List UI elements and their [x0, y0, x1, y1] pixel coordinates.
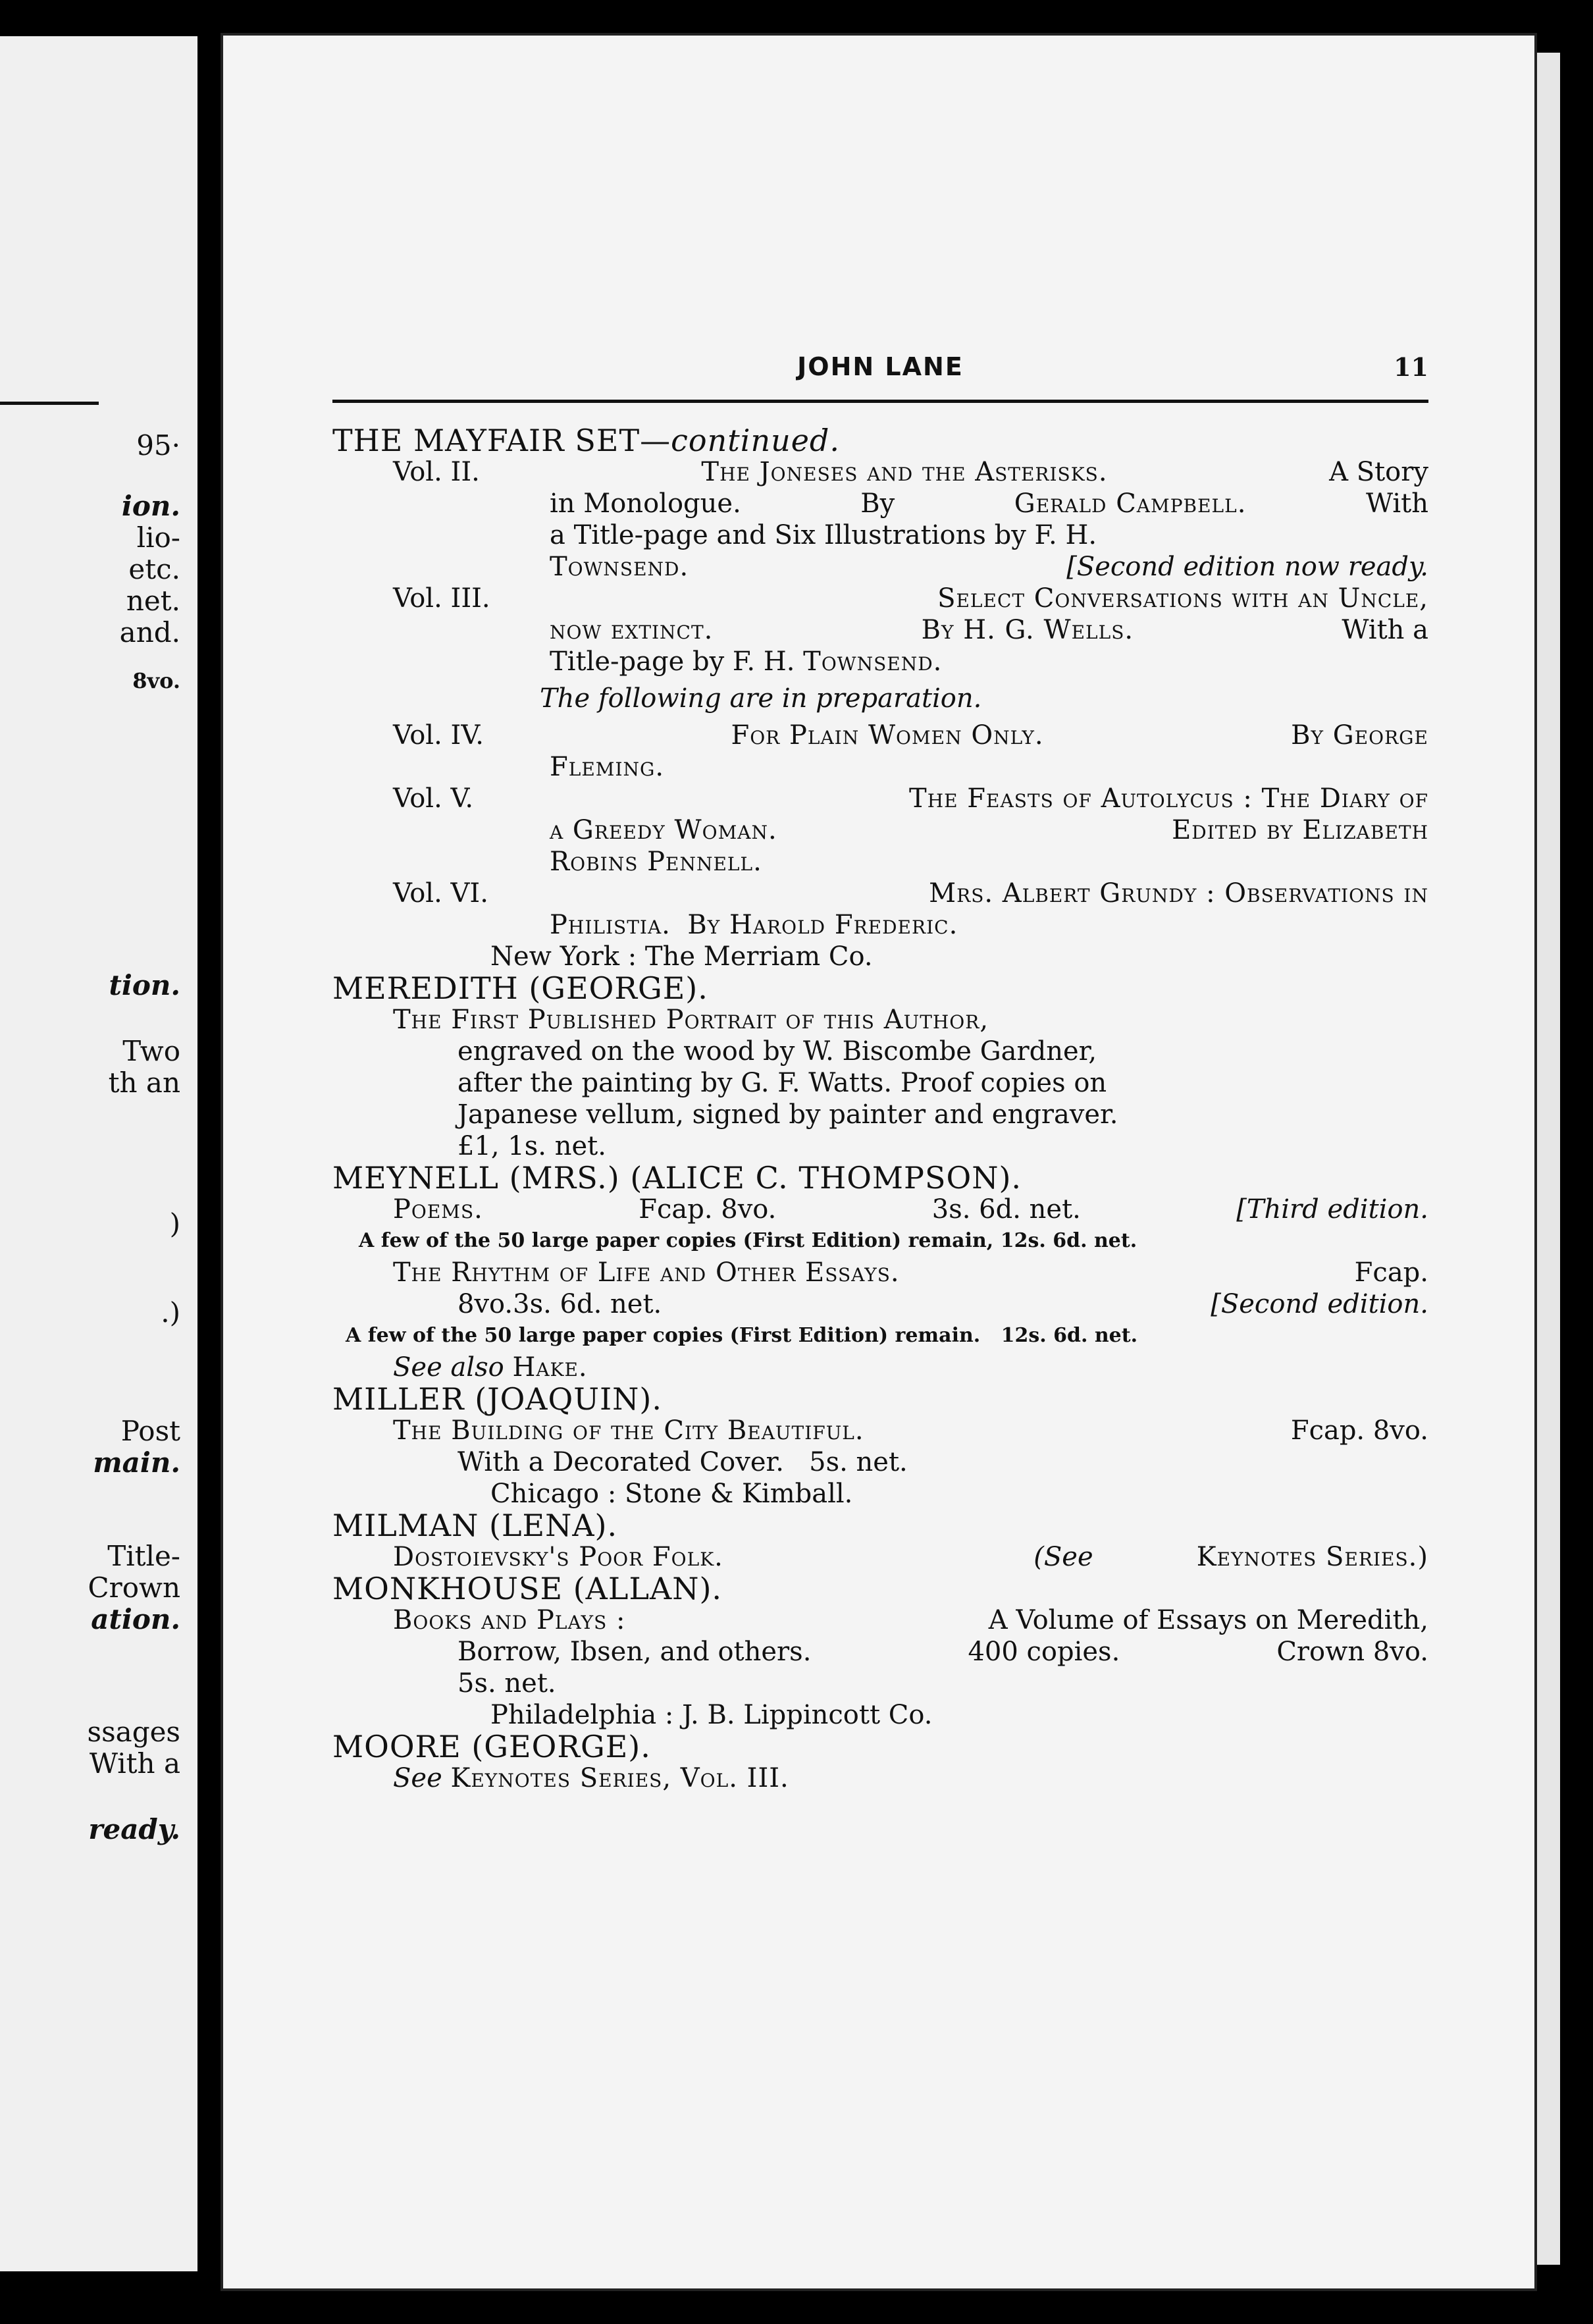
prev-fragment: lio-	[136, 521, 180, 554]
heading-text: THE MAYFAIR SET—	[332, 423, 671, 458]
entry-line	[332, 614, 1428, 646]
entry-text: Title-page by F. H.	[550, 647, 795, 677]
entry-line	[332, 878, 1428, 909]
entry-text: With	[1365, 489, 1428, 519]
previous-page-fragment	[0, 36, 197, 2271]
entry-line	[332, 909, 1428, 941]
cross-reference: Keynotes Series.)	[1196, 1542, 1428, 1572]
prev-fragment: Title-	[107, 1540, 180, 1572]
prev-fragment: and.	[119, 616, 180, 648]
book-title: now extinct.	[550, 615, 714, 645]
volume-number: Vol. V.	[393, 783, 474, 814]
author-name: By George	[1291, 720, 1428, 751]
entry-text: Borrow, Ibsen, and others.	[457, 1637, 812, 1667]
entry-text: a Title-page and Six Illustrations by F. H.	[550, 520, 1097, 550]
entry-line: Fleming.	[550, 752, 665, 782]
book-title: The Rhythm of Life and Other Essays.	[393, 1257, 900, 1288]
entry-line	[332, 1004, 1428, 1036]
prev-fragment: tion.	[109, 969, 180, 1001]
volume-number: Vol. III.	[393, 583, 490, 614]
publisher-line: Chicago : Stone & Kimball.	[490, 1479, 853, 1509]
author-name: Townsend.	[803, 647, 943, 677]
author-name: Townsend.	[550, 552, 689, 582]
prev-fragment: ssages	[87, 1716, 180, 1748]
see-also-label: See also	[393, 1352, 504, 1383]
book-title: For Plain Women Only.	[731, 720, 1044, 751]
section-heading-moore: MOORE (GEORGE).	[332, 1729, 651, 1764]
running-head	[332, 352, 1428, 392]
page-number: 11	[1394, 352, 1428, 382]
price: 3s. 6d. net.	[931, 1194, 1081, 1225]
entry-text: With a Decorated Cover.	[457, 1447, 784, 1477]
section-heading-mayfair	[332, 425, 1428, 456]
section-heading-meredith: MEREDITH (GEORGE).	[332, 970, 708, 1006]
entry-line	[332, 583, 1428, 614]
section-heading-monkhouse: MONKHOUSE (ALLAN).	[332, 1571, 723, 1606]
format: Crown 8vo.	[1276, 1637, 1428, 1667]
note-text: A few of the 50 large paper copies (First Edition) remain.	[346, 1324, 981, 1347]
book-title: Poems.	[393, 1194, 483, 1225]
entry-text: A Story	[1329, 457, 1428, 487]
format: Fcap. 8vo.	[1290, 1415, 1428, 1446]
entry-line	[332, 814, 1428, 846]
edition-size: 400 copies.	[968, 1637, 1120, 1667]
entry-line	[332, 783, 1428, 814]
book-title: The Feasts of Autolycus : The Diary of	[909, 783, 1428, 814]
prev-fragment: 8vo.	[132, 668, 180, 693]
entry-line: after the painting by G. F. Watts. Proof copies on	[457, 1068, 1107, 1098]
edition-note: [Second edition now ready.	[1066, 552, 1428, 582]
entry-line	[332, 519, 1428, 551]
entry-line	[332, 1257, 1428, 1288]
price: 5s. net.	[809, 1447, 908, 1477]
prev-fragment: ion.	[121, 490, 180, 522]
entry-line: Japanese vellum, signed by painter and engraver.	[457, 1099, 1118, 1130]
author-name: Gerald Campbell.	[1014, 489, 1247, 519]
book-title: Philistia.	[550, 910, 671, 940]
format: 8vo.	[457, 1289, 513, 1319]
format: Fcap. 8vo.	[639, 1194, 777, 1225]
publisher-line: Philadelphia : J. B. Lippincott Co.	[490, 1700, 933, 1730]
author-name: Edited by Elizabeth	[1172, 815, 1428, 845]
book-title: Dostoievsky's Poor Folk.	[393, 1542, 723, 1572]
entry-line	[332, 1636, 1428, 1668]
prev-fragment: ation.	[91, 1603, 180, 1635]
book-title: Select Conversations with an Uncle,	[937, 583, 1428, 614]
book-title: The Joneses and the Asterisks.	[701, 457, 1108, 487]
entry-line	[332, 1446, 1428, 1478]
price-line: 5s. net.	[457, 1668, 556, 1699]
prev-fragment: net.	[126, 585, 180, 617]
prev-fragment: Crown	[88, 1571, 180, 1604]
prev-fragment: 95·	[136, 429, 180, 462]
entry-line	[332, 1762, 1428, 1794]
entry-line	[332, 1288, 1428, 1320]
book-title: Mrs. Albert Grundy : Observations in	[929, 878, 1428, 909]
entry-line	[332, 646, 1428, 677]
prev-fragment: etc.	[128, 553, 180, 585]
see-also-line	[332, 1352, 1428, 1383]
cross-reference: Keynotes Series, Vol. III.	[450, 1763, 789, 1793]
entry-line	[332, 551, 1428, 583]
header-rule	[332, 400, 1428, 403]
entry-line	[332, 456, 1428, 488]
prev-fragment: Post	[120, 1415, 180, 1447]
page-edge	[1537, 53, 1560, 2265]
large-paper-note: A few of the 50 large paper copies (First Edition) remain, 12s. 6d. net.	[359, 1229, 1137, 1252]
section-heading-milman: MILMAN (LENA).	[332, 1508, 618, 1543]
entry-line: Robins Pennell.	[550, 847, 762, 877]
previous-page-rule	[0, 402, 99, 405]
prev-fragment: With a	[89, 1747, 180, 1780]
prev-fragment: th an	[108, 1067, 180, 1099]
heading-suffix: continued.	[671, 423, 840, 458]
edition-note: [Second edition.	[1211, 1289, 1428, 1319]
entry-line	[332, 1541, 1428, 1573]
format: Fcap.	[1354, 1257, 1428, 1288]
prev-fragment: ready.	[88, 1813, 180, 1845]
volume-number: Vol. VI.	[393, 878, 488, 909]
edition-note: [Third edition.	[1236, 1194, 1428, 1225]
see-label: (See	[1033, 1542, 1093, 1572]
entry-text: By	[860, 489, 895, 519]
entry-text: in Monologue.	[550, 489, 741, 519]
entry-text: A Volume of Essays on Meredith,	[988, 1605, 1428, 1635]
book-title: The Building of the City Beautiful.	[393, 1415, 864, 1446]
book-title: Books and Plays :	[393, 1605, 626, 1635]
author-name: By Harold Frederic.	[687, 910, 958, 940]
entry-line: engraved on the wood by W. Biscombe Gardner,	[457, 1036, 1097, 1067]
section-heading-miller: MILLER (JOAQUIN).	[332, 1381, 662, 1417]
book-title: The First Published Portrait of this Author,	[393, 1005, 989, 1035]
prev-fragment: )	[169, 1207, 180, 1240]
entry-line	[332, 1415, 1428, 1446]
entry-text: With a	[1342, 615, 1428, 645]
section-heading-meynell: MEYNELL (MRS.) (ALICE C. THOMPSON).	[332, 1160, 1022, 1196]
cross-reference: Hake.	[512, 1352, 588, 1383]
price: 3s. 6d. net.	[513, 1289, 662, 1319]
book-title: a Greedy Woman.	[550, 815, 777, 845]
prev-fragment: Two	[122, 1035, 180, 1067]
author-name: By H. G. Wells.	[921, 615, 1134, 645]
large-paper-note	[332, 1320, 1428, 1352]
entry-line	[332, 720, 1428, 751]
catalogue-body	[332, 425, 1428, 1794]
publisher-line: New York : The Merriam Co.	[490, 941, 873, 972]
prev-fragment: main.	[93, 1446, 180, 1479]
catalogue-page	[221, 33, 1537, 2291]
prev-fragment: .)	[161, 1296, 180, 1329]
entry-line	[332, 1604, 1428, 1636]
price: 12s. 6d. net.	[1001, 1324, 1138, 1347]
volume-number: Vol. II.	[393, 457, 480, 487]
volume-number: Vol. IV.	[393, 720, 484, 751]
see-label: See	[393, 1763, 442, 1793]
price-line: £1, 1s. net.	[457, 1131, 606, 1161]
preparation-note: The following are in preparation.	[540, 683, 982, 714]
page-header-title: JOHN LANE	[797, 352, 964, 381]
entry-line	[332, 1194, 1428, 1225]
entry-line	[332, 488, 1428, 519]
